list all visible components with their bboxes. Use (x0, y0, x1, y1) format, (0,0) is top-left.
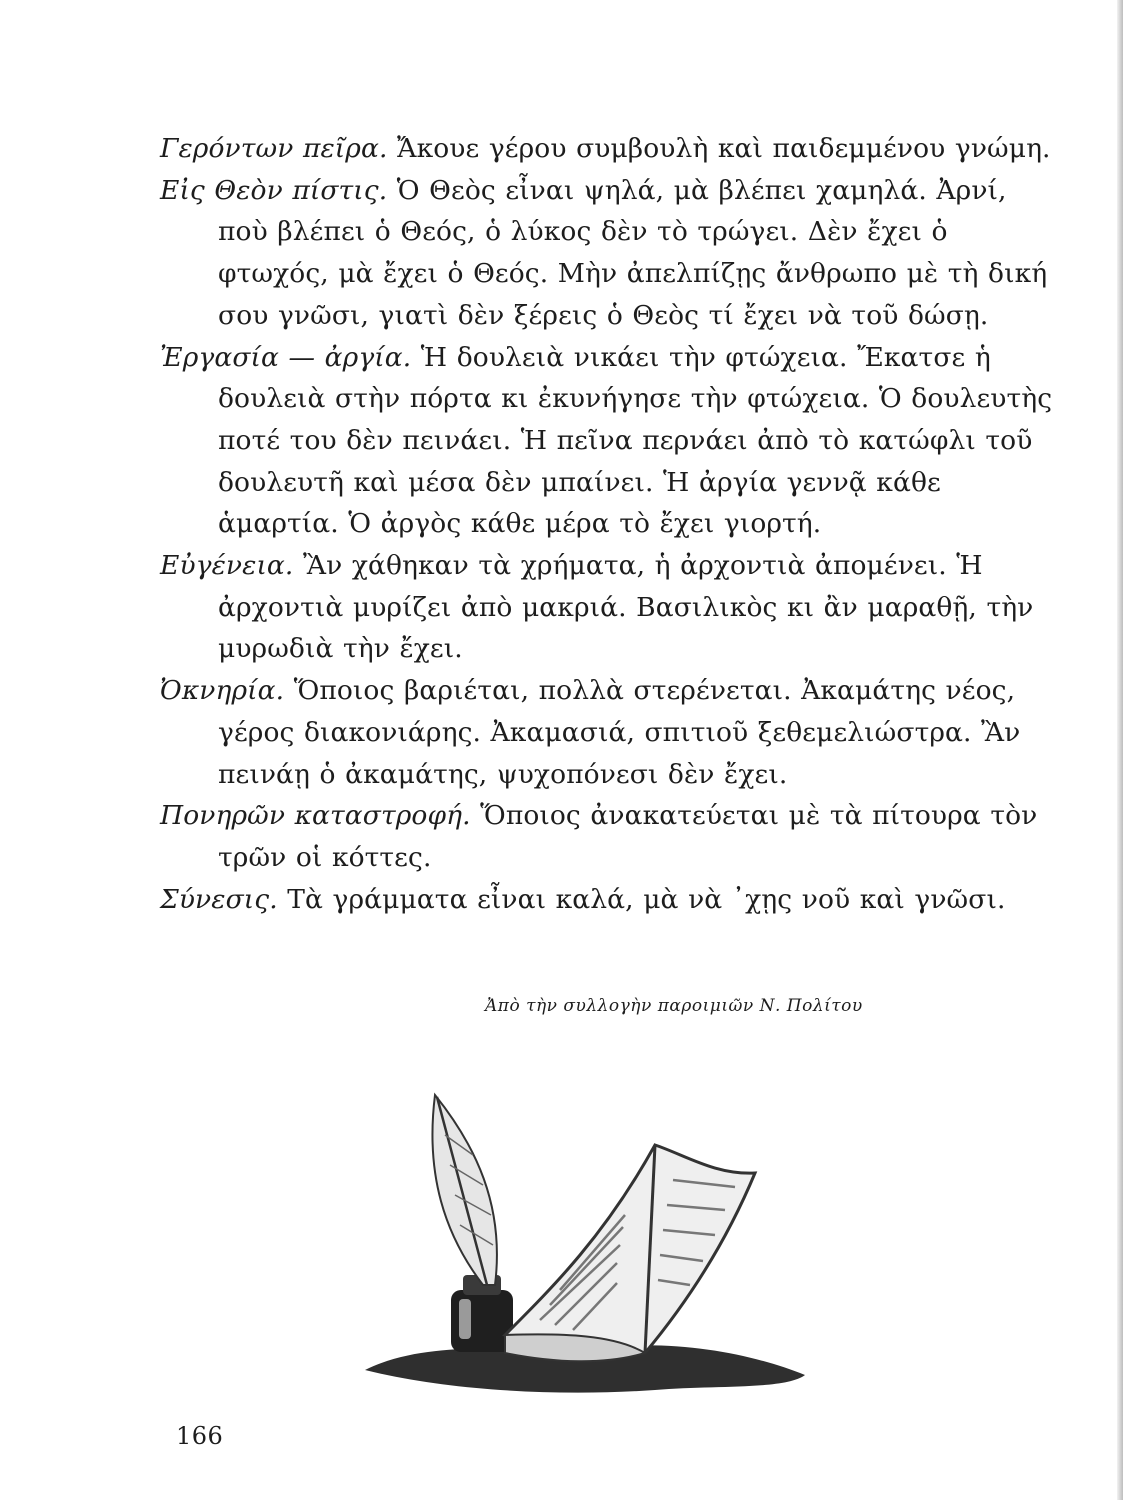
proverb-text: Ἡ δουλειὰ νικάει τὴν φτώχεια. Ἔκατσε ἡ δουλειὰ στὴν πόρτα κι ἐκυνήγησε τὴν φτώχεια. Ὁ δουλευτὴς ποτέ του δὲν πεινάει. Ἡ πεῖνα περνάει ἀπὸ τὸ κατώφλι τοῦ δουλευτῆ καὶ μέσα δὲν μπαίνει. Ἡ ἀργία γεννᾷ κάθε ἁμαρτία. Ὁ ἀργὸς κάθε μέρα τὸ ἔχει γιορτή. (218, 341, 1053, 540)
page-number: 166 (176, 1422, 224, 1450)
proverb-topic: Εἰς Θεὸν πίστις. (160, 174, 388, 206)
proverb-topic: Εὐγένεια. (160, 550, 294, 582)
proverb-entry (160, 670, 1060, 795)
proverb-topic: Ἐργασία — ἀργία. (160, 341, 412, 373)
proverb-topic: Σύνεσις. (160, 883, 278, 915)
proverb-list (160, 128, 1060, 920)
attribution: Ἀπὸ τὴν συλλογὴν παροιμιῶν Ν. Πολίτου (485, 996, 863, 1016)
proverb-text: Ὅποιος ἀνακατεύεται μὲ τὰ πίτουρα τὸν τρῶν οἱ κόττες. (218, 800, 1038, 873)
proverb-topic: Γερόντων πεῖρα. (160, 133, 388, 164)
proverb-entry (160, 545, 1060, 670)
quill-feather-icon (432, 1095, 496, 1285)
book-quill-illustration (355, 1085, 815, 1405)
proverb-entry (160, 170, 1060, 337)
proverb-text: Ὅποιος βαριέται, πολλὰ στερένεται. Ἀκαμάτης νέος, γέρος διακονιάρης. Ἀκαμασιά, σπιτιοῦ ξεθεμελιώστρα. Ἂν πεινάῃ ὁ ἀκαμάτης, ψυχοπόνεσι δὲν ἔχει. (218, 675, 1021, 790)
proverb-entry (160, 795, 1060, 878)
proverb-text: Ἄκουε γέρου συμβουλὴ καὶ παιδεμμένου γνώμη. (397, 133, 1051, 164)
inkwell-icon (451, 1275, 513, 1352)
proverb-topic: Ὀκνηρία. (160, 675, 285, 707)
proverb-entry (160, 879, 1060, 921)
proverb-entry (160, 128, 1060, 170)
proverb-text: Ὁ Θεὸς εἶναι ψηλά, μὰ βλέπει χαμηλά. Ἀρνί, ποὺ βλέπει ὁ Θεός, ὁ λύκος δὲν τὸ τρώγει. Δὲν ἔχει ὁ φτωχός, μὰ ἔχει ὁ Θεός. Μὴν ἀπελπίζῃς ἄνθρωπο μὲ τὴ δική σου γνῶσι, γιατὶ δὲν ξέρεις ὁ Θεὸς τί ἔχει νὰ τοῦ δώσῃ. (218, 174, 1048, 331)
proverb-entry (160, 337, 1060, 546)
proverb-text: Τὰ γράμματα εἶναι καλά, μὰ νὰ ᾿χῃς νοῦ καὶ γνῶσι. (287, 883, 1006, 915)
proverb-text: Ἂν χάθηκαν τὰ χρήματα, ἡ ἀρχοντιὰ ἀπομένει. Ἡ ἀρχοντιὰ μυρίζει ἀπὸ μακριά. Βασιλικὸς κι ἂν μαραθῇ, τὴν μυρωδιὰ τὴν ἔχει. (218, 550, 1034, 665)
page-edge (1117, 0, 1123, 1500)
open-book-icon (505, 1145, 755, 1361)
proverb-topic: Πονηρῶν καταστροφή. (160, 800, 471, 832)
